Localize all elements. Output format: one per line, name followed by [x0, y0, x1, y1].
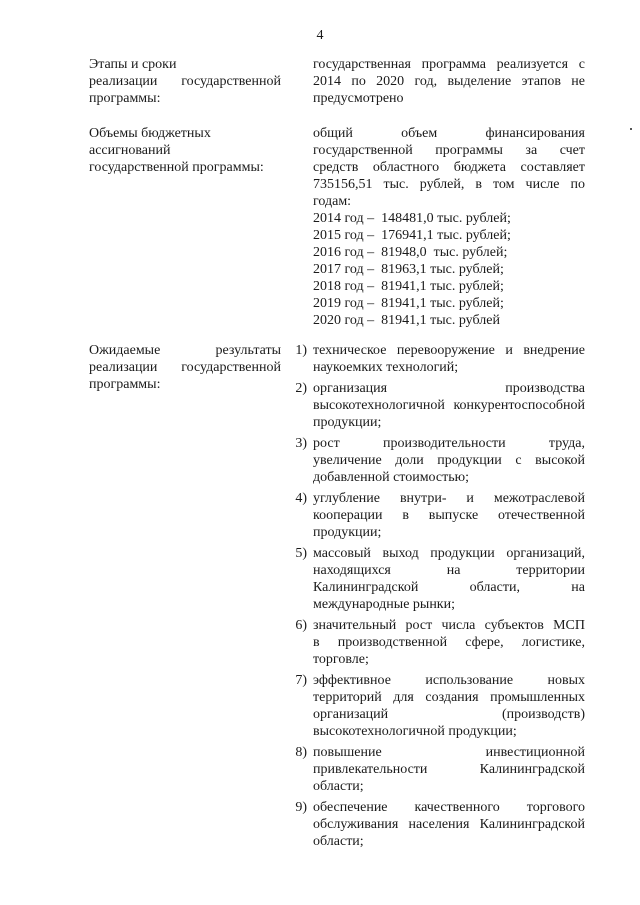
- result-item-number: 9): [295, 800, 307, 815]
- budget-year-row: 2020 год – 81941,1 тыс. рублей: [313, 313, 500, 328]
- result-item: [295, 435, 585, 486]
- result-item-line: продукции;: [313, 415, 382, 430]
- result-item-line: организаций (производств): [313, 707, 585, 722]
- result-item-line: углубление внутри- и межотраслевой: [313, 491, 585, 506]
- result-item-line: международные рынки;: [313, 597, 455, 612]
- result-item: [295, 342, 585, 376]
- result-item-line: привлекательности Калининградской: [313, 762, 585, 777]
- result-item-line: Калининградской области, на: [313, 580, 585, 595]
- result-item-number: 3): [295, 436, 307, 451]
- result-item-line: территорий для создания промышленных: [313, 690, 585, 705]
- result-item-line: обслуживания населения Калининградской: [313, 817, 585, 832]
- result-item: [295, 799, 585, 850]
- stages-content-line: государственная программа реализуется с: [313, 57, 585, 72]
- result-item: [295, 617, 585, 668]
- result-item-number: 2): [295, 381, 307, 396]
- budget-year-row: 2019 год – 81941,1 тыс. рублей;: [313, 296, 504, 311]
- result-item-line: техническое перевооружение и внедрение: [313, 343, 585, 358]
- budget-year-row: 2017 год – 81963,1 тыс. рублей;: [313, 262, 504, 277]
- budget-label-line: государственной программы:: [89, 160, 264, 175]
- results-list: [295, 342, 585, 850]
- result-item-line: кооперации в выпуске отечественной: [313, 508, 585, 523]
- budget-label: [89, 125, 281, 176]
- result-item-line: массовый выход продукции организаций,: [313, 546, 585, 561]
- result-item-line: находящихся на территории: [313, 563, 585, 578]
- result-item-line: увеличение доли продукции с высокой: [313, 453, 585, 468]
- result-item-line: наукоемких технологий;: [313, 360, 459, 375]
- stages-content-line: предусмотрено: [313, 91, 404, 106]
- result-item-line: организация производства: [313, 381, 585, 396]
- result-item-line: эффективное использование новых: [313, 673, 585, 688]
- result-item-number: 8): [295, 745, 307, 760]
- result-item-line: области;: [313, 834, 364, 849]
- result-item-number: 1): [295, 343, 307, 358]
- result-item: [295, 744, 585, 795]
- budget-content-line: 735156,51 тыс. рублей, в том числе по: [313, 177, 585, 192]
- results-label-line: программы:: [89, 377, 161, 392]
- result-item-line: обеспечение качественного торгового: [313, 800, 585, 815]
- scan-speck: [630, 128, 632, 130]
- budget-content: [313, 125, 585, 329]
- budget-content-line: годам:: [313, 194, 352, 209]
- budget-year-row: 2018 год – 81941,1 тыс. рублей;: [313, 279, 504, 294]
- result-item-line: высокотехнологичной конкурентоспособной: [313, 398, 585, 413]
- budget-year-row: 2016 год – 81948,0 тыс. рублей;: [313, 245, 508, 260]
- result-item: [295, 380, 585, 431]
- results-label-line: Ожидаемые результаты: [89, 343, 281, 358]
- budget-label-line: ассигнований: [89, 143, 171, 158]
- result-item-number: 7): [295, 673, 307, 688]
- result-item-line: повышение инвестиционной: [313, 745, 585, 760]
- result-item-number: 5): [295, 546, 307, 561]
- result-item-line: торговле;: [313, 652, 369, 667]
- result-item-line: продукции;: [313, 525, 382, 540]
- result-item-number: 4): [295, 491, 307, 506]
- result-item-line: области;: [313, 779, 364, 794]
- result-item-number: 6): [295, 618, 307, 633]
- budget-content-line: средств областного бюджета составляет: [313, 160, 585, 175]
- budget-content-line: государственной программы за счет: [313, 143, 585, 158]
- stages-content-line: 2014 по 2020 год, выделение этапов не: [313, 74, 585, 89]
- result-item: [295, 672, 585, 740]
- result-item-line: рост производительности труда,: [313, 436, 585, 451]
- result-item: [295, 490, 585, 541]
- page-number: 4: [316, 28, 324, 43]
- result-item-line: высокотехнологичной продукции;: [313, 724, 517, 739]
- stages-label: [89, 56, 281, 107]
- results-label: [89, 342, 281, 393]
- result-item-line: добавленной стоимостью;: [313, 470, 469, 485]
- stages-label-line: Этапы и сроки: [89, 57, 177, 72]
- result-item: [295, 545, 585, 613]
- results-label-line: реализации государственной: [89, 360, 281, 375]
- stages-label-line: программы:: [89, 91, 161, 106]
- stages-label-line: реализации государственной: [89, 74, 281, 89]
- budget-label-line: Объемы бюджетных: [89, 126, 211, 141]
- budget-content-line: общий объем финансирования: [313, 126, 585, 141]
- budget-year-row: 2014 год – 148481,0 тыс. рублей;: [313, 211, 511, 226]
- stages-content: [313, 56, 585, 107]
- result-item-line: в производственной сфере, логистике,: [313, 635, 585, 650]
- result-item-line: значительный рост числа субъектов МСП: [313, 618, 585, 633]
- budget-year-row: 2015 год – 176941,1 тыс. рублей;: [313, 228, 511, 243]
